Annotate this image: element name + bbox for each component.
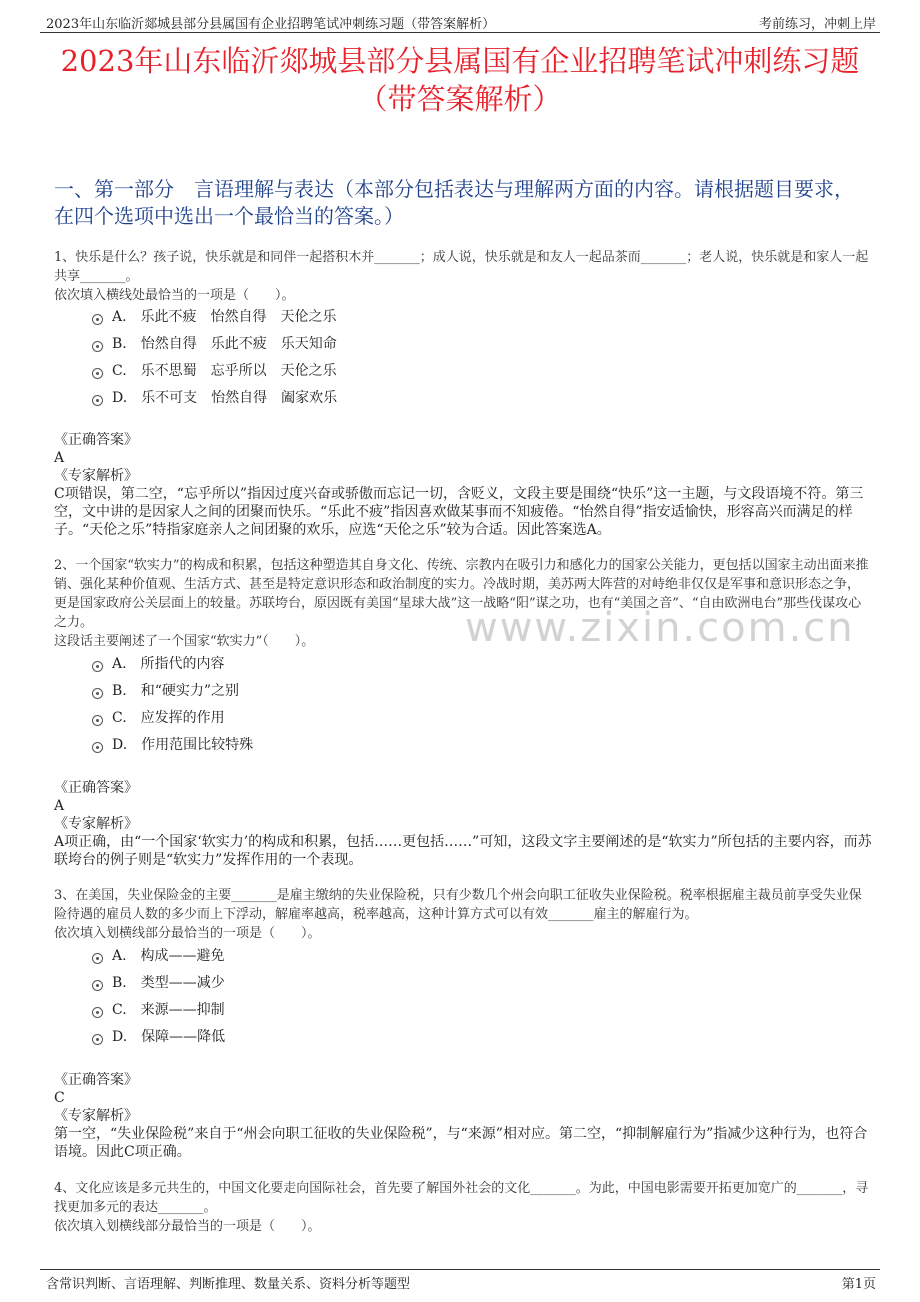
document-title [40, 42, 880, 118]
option-a[interactable] [92, 304, 337, 331]
answer-label: 《正确答案》 [54, 780, 138, 796]
analysis-label: 《专家解析》 [54, 468, 138, 484]
question-stem-text: 2、一个国家“软实力”的构成和积累，包括这种塑造其自身文化、传统、宗教内在吸引力和感化力的国家公关能力，更包括以国家主动出面来推销、强化某种价值观、生活方式、甚至是特定意识形态和政治制度的实力。冷战时期，美苏两大阵营的对峙绝非仅仅是军事和意识形态之争，更是国家政府公关层面上的较量。苏联垮台，原因既有美国“星球大战”这一战略“阳”谋之功，也有“美国之音”、“自由欧洲电台”那些伐谋攻心之力。 [54, 558, 869, 630]
question-4-stem [54, 1179, 872, 1236]
option-label: D. 保障——降低 [112, 1029, 226, 1045]
question-1-stem [54, 248, 872, 305]
question-prompt: 这段话主要阐述了一个国家“软实力”（ ）。 [54, 634, 315, 649]
option-label: C. 应发挥的作用 [112, 710, 225, 726]
radio-icon[interactable] [92, 715, 103, 726]
question-3-answer-block [54, 1071, 872, 1161]
section-heading: 一、第一部分 言语理解与表达（本部分包括表达与理解两方面的内容。请根据题目要求，在四个选项中选出一个最恰当的答案。） [54, 177, 854, 228]
watermark-text: www.zixin.com.cn [465, 605, 855, 651]
radio-icon[interactable] [92, 661, 103, 672]
question-1-options [92, 304, 337, 412]
option-label: C. 乐不思蜀 忘乎所以 天伦之乐 [112, 363, 337, 379]
answer-label: 《正确答案》 [54, 1072, 138, 1088]
option-label: A. 构成——避免 [112, 948, 225, 964]
option-label: B. 和“硬实力”之别 [112, 683, 240, 699]
option-label: A. 乐此不疲 怡然自得 天伦之乐 [112, 309, 337, 325]
option-label: D. 作用范围比较特殊 [112, 737, 254, 753]
question-2-options [92, 651, 253, 759]
document-title-line2: （带答案解析） [358, 82, 562, 116]
analysis-text: 第一空，“失业保险税”来自于“州会向职工征收的失业保险税”，与“来源”相对应。第二空，“抑制解雇行为”指减少这种行为，也符合语境。因此C项正确。 [54, 1126, 868, 1160]
analysis-label: 《专家解析》 [54, 816, 138, 832]
question-prompt: 依次填入划横线部分最恰当的一项是（ ）。 [54, 926, 321, 941]
radio-icon[interactable] [92, 1034, 103, 1045]
option-c[interactable] [92, 705, 253, 732]
radio-icon[interactable] [92, 1007, 103, 1018]
option-d[interactable] [92, 1024, 225, 1051]
radio-icon[interactable] [92, 395, 103, 406]
option-label: D. 乐不可支 怡然自得 阖家欢乐 [112, 390, 338, 406]
answer-label: 《正确答案》 [54, 432, 138, 448]
question-1-answer-block [54, 431, 872, 539]
radio-icon[interactable] [92, 314, 103, 325]
option-b[interactable] [92, 331, 337, 358]
option-label: B. 类型——减少 [112, 975, 225, 991]
header-slogan: 考前练习，冲刺上岸 [758, 17, 876, 32]
page-footer [40, 1269, 880, 1290]
radio-icon[interactable] [92, 953, 103, 964]
option-c[interactable] [92, 358, 337, 385]
option-d[interactable] [92, 732, 253, 759]
option-a[interactable] [92, 651, 253, 678]
answer-value: A [54, 798, 65, 814]
question-prompt: 依次填入划横线部分最恰当的一项是（ ）。 [54, 1219, 321, 1234]
option-b[interactable] [92, 970, 225, 997]
radio-icon[interactable] [92, 368, 103, 379]
page-header [40, 10, 880, 33]
page-number: 第1页 [841, 1277, 876, 1292]
document-title-line1: 2023年山东临沂郯城县部分县属国有企业招聘笔试冲刺练习题 [60, 44, 860, 78]
question-2-answer-block [54, 779, 872, 869]
option-d[interactable] [92, 385, 337, 412]
radio-icon[interactable] [92, 341, 103, 352]
option-c[interactable] [92, 997, 225, 1024]
answer-value: C [54, 1090, 65, 1106]
option-label: B. 怡然自得 乐此不疲 乐天知命 [112, 336, 337, 352]
radio-icon[interactable] [92, 688, 103, 699]
radio-icon[interactable] [92, 980, 103, 991]
question-stem-text: 4、文化应该是多元共生的，中国文化要走向国际社会，首先要了解国外社会的文化_______。为此，中国电影需要开拓更加宽广的_______，寻找更加多元的表达_______。 [54, 1181, 869, 1215]
footer-description: 含常识判断、言语理解、判断推理、数量关系、资料分析等题型 [46, 1277, 411, 1292]
analysis-text: C项错误，第二空，“忘乎所以”指因过度兴奋或骄傲而忘记一切，含贬义，文段主要是围绕“快乐”这一主题，与文段语境不符。第三空，文中讲的是因家人之间的团聚而快乐。“乐此不疲”指因喜欢做某事而不知疲倦。“怡然自得”指安适愉快，形容高兴而满足的样子。“天伦之乐”特指家庭亲人之间团聚的欢乐，应选“天伦之乐”较为合适。因此答案选A。 [54, 486, 864, 538]
analysis-text: A项正确，由“一个国家‘软实力’的构成和积累，包括……更包括……”可知，这段文字主要阐述的是“软实力”所包括的主要内容，而苏联垮台的例子则是“软实力”发挥作用的一个表现。 [54, 834, 872, 868]
option-a[interactable] [92, 943, 225, 970]
answer-value: A [54, 450, 65, 466]
question-prompt: 依次填入横线处最恰当的一项是（ ）。 [54, 288, 295, 303]
radio-icon[interactable] [92, 742, 103, 753]
question-stem-text: 1、快乐是什么？孩子说，快乐就是和同伴一起搭积木并_______；成人说，快乐就是和友人一起品茶而_______；老人说，快乐就是和家人一起共享_______。 [54, 250, 869, 284]
question-stem-text: 3、在美国，失业保险金的主要_______是雇主缴纳的失业保险税，只有少数几个州会向职工征收失业保险税。税率根据雇主裁员前享受失业保险待遇的雇员人数的多少而上下浮动，解雇率越高，税率越高，这种计算方式可以有效_______雇主的解雇行为。 [54, 888, 862, 922]
option-label: C. 来源——抑制 [112, 1002, 225, 1018]
option-b[interactable] [92, 678, 253, 705]
question-3-stem [54, 886, 872, 943]
question-3-options [92, 943, 225, 1051]
header-doc-title: 2023年山东临沂郯城县部分县属国有企业招聘笔试冲刺练习题（带答案解析） [46, 17, 496, 32]
analysis-label: 《专家解析》 [54, 1108, 138, 1124]
option-label: A. 所指代的内容 [112, 656, 225, 672]
